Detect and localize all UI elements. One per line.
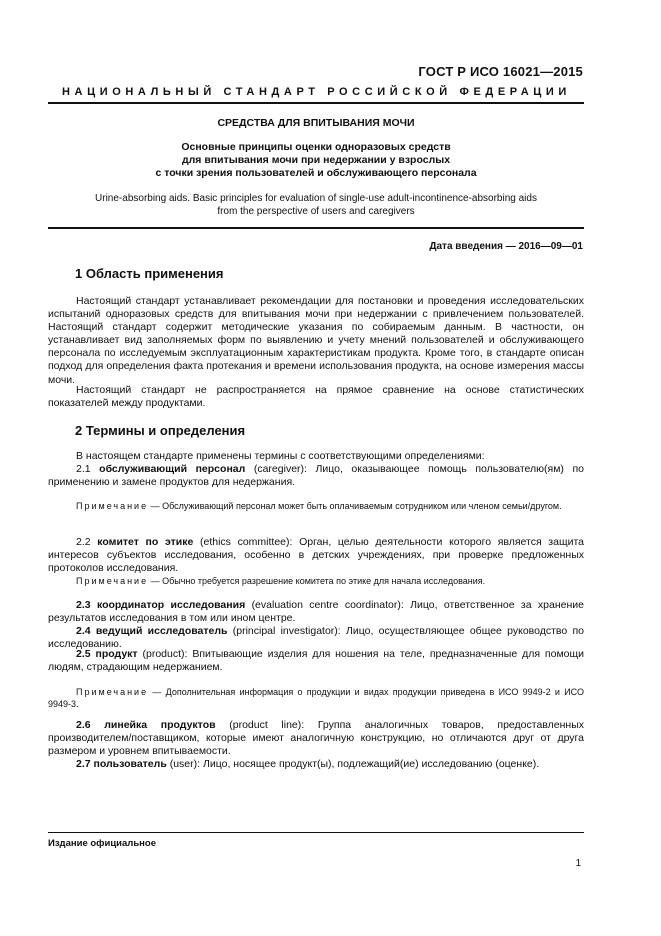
note-1-text: — Обслуживающий персонал может быть оплачиваемым сотрудником или членом семьи/другом. [150,501,562,511]
term-2-5-name: 2.5 продукт [76,648,138,660]
term-2-2-number: 2.2 [76,536,91,548]
standard-code: ГОСТ Р ИСО 16021—2015 [418,64,583,79]
subtitle-line-2: для впитывания мочи при недержании у взрослых [181,154,451,166]
term-2-1 [48,463,584,489]
term-2-7 [48,758,584,771]
term-2-2 [48,536,584,575]
note-3 [48,686,584,710]
page-number: 1 [575,858,581,869]
section-1-heading: 1 Область применения [75,266,224,281]
note-3-label: Примечание [76,687,149,697]
subtitle-line-1: Основные принципы оценки одноразовых средств [181,141,451,153]
term-2-1-number: 2.1 [76,463,91,475]
note-2-text: — Обычно требуется разрешение комитета по этике для начала исследования. [150,576,486,586]
subtitle-line-3: с точки зрения пользователей и обслуживающего персонала [155,167,477,179]
title-rule [48,227,584,229]
section-2-heading: 2 Термины и определения [75,423,246,438]
term-2-3 [48,599,584,625]
term-2-6 [48,719,584,758]
introduction-date: Дата введения — 2016—09—01 [429,241,583,252]
section-1-paragraph-2: Настоящий стандарт не распространяется на прямое сравнение на основе статистических показателей между продуктами. [48,384,584,410]
term-2-3-definition: (evaluation centre coordinator): Лицо, ответственное за хранение результатов исследования в том или ином центре. [48,599,585,625]
english-title [48,192,584,218]
standard-type: НАЦИОНАЛЬНЫЙ СТАНДАРТ РОССИЙСКОЙ ФЕДЕРАЦИИ [62,86,571,98]
term-2-5-definition: (product): Впитывающие изделия для ношения на теле, предназначенные для помощи людям, страдающим недержанием. [48,648,585,674]
section-1-paragraph-1: Настоящий стандарт устанавливает рекомендации для постановки и проведения исследовательских испытаний одноразовых средств для впитывания мочи при недержании с привлечением пользователей. Настоящий стандарт содержит методические указания по собираемым данным. В частности, он устанавливает вид заполняемых форм по выявлению и учету мнений пользователей и обслуживающего персонала по исследуемым эксплуатационным характеристикам продукта. Кроме того, в стандарте описан подход для определения факта протекания и времени использования продукта, на основе измерения массы мочи. [48,295,584,386]
document-title: СРЕДСТВА ДЛЯ ВПИТЫВАНИЯ МОЧИ [217,117,415,129]
note-1 [48,500,584,512]
english-title-line-2: from the perspective of users and caregivers [217,206,415,217]
term-2-4-name: 2.4 ведущий исследователь [76,625,228,637]
edition-label: Издание официальное [48,838,156,849]
term-2-7-definition: (user): Лицо, носящее продукт(ы), подлежащий(ие) исследованию (оценке). [169,758,540,770]
term-2-5 [48,648,584,674]
document-subtitle [48,141,584,180]
note-3-text: — Дополнительная информация о продукции и видах продукции приведена в ИСО 9949-2 и ИСО 9949-3. [48,687,584,709]
term-2-7-name: 2.7 пользователь [76,758,167,770]
note-1-label: Примечание [76,501,149,511]
note-2 [48,575,584,587]
english-title-line-1: Urine-absorbing aids. Basic principles for evaluation of single-use adult-incontinence-absorbing aids [95,193,537,204]
term-2-4-definition: (principal investigator): Лицо, осуществляющее общее руководство по исследованию. [48,625,584,651]
header-rule [48,102,584,104]
term-2-1-name: обслуживающий персонал [99,463,246,475]
footer-rule [48,832,584,833]
term-2-2-definition: (ethics committee): Орган, целью деятельности которого является защита интересов субъектов исследования, особенно в детских учреждениях, при проверке предложенных протоколов исследования. [48,536,584,575]
section-2-intro: В настоящем стандарте применены термины с соответствующими определениями: [76,450,485,462]
term-2-6-name: 2.6 линейка продуктов [76,719,216,731]
term-2-3-name: 2.3 координатор исследования [76,599,246,611]
term-2-6-definition: (product line): Группа аналогичных товаров, предоставленных производителем/поставщиком, которые имеют аналогичную конструкцию, но отличаются друг от друга размером и уровнем впитываемости. [48,719,584,758]
term-2-2-name: комитет по этике [97,536,194,548]
term-2-1-definition: (caregiver): Лицо, оказывающее помощь пользователю(ям) по применению и замене продуктов для недержания. [48,463,584,489]
note-2-label: Примечание [76,576,149,586]
